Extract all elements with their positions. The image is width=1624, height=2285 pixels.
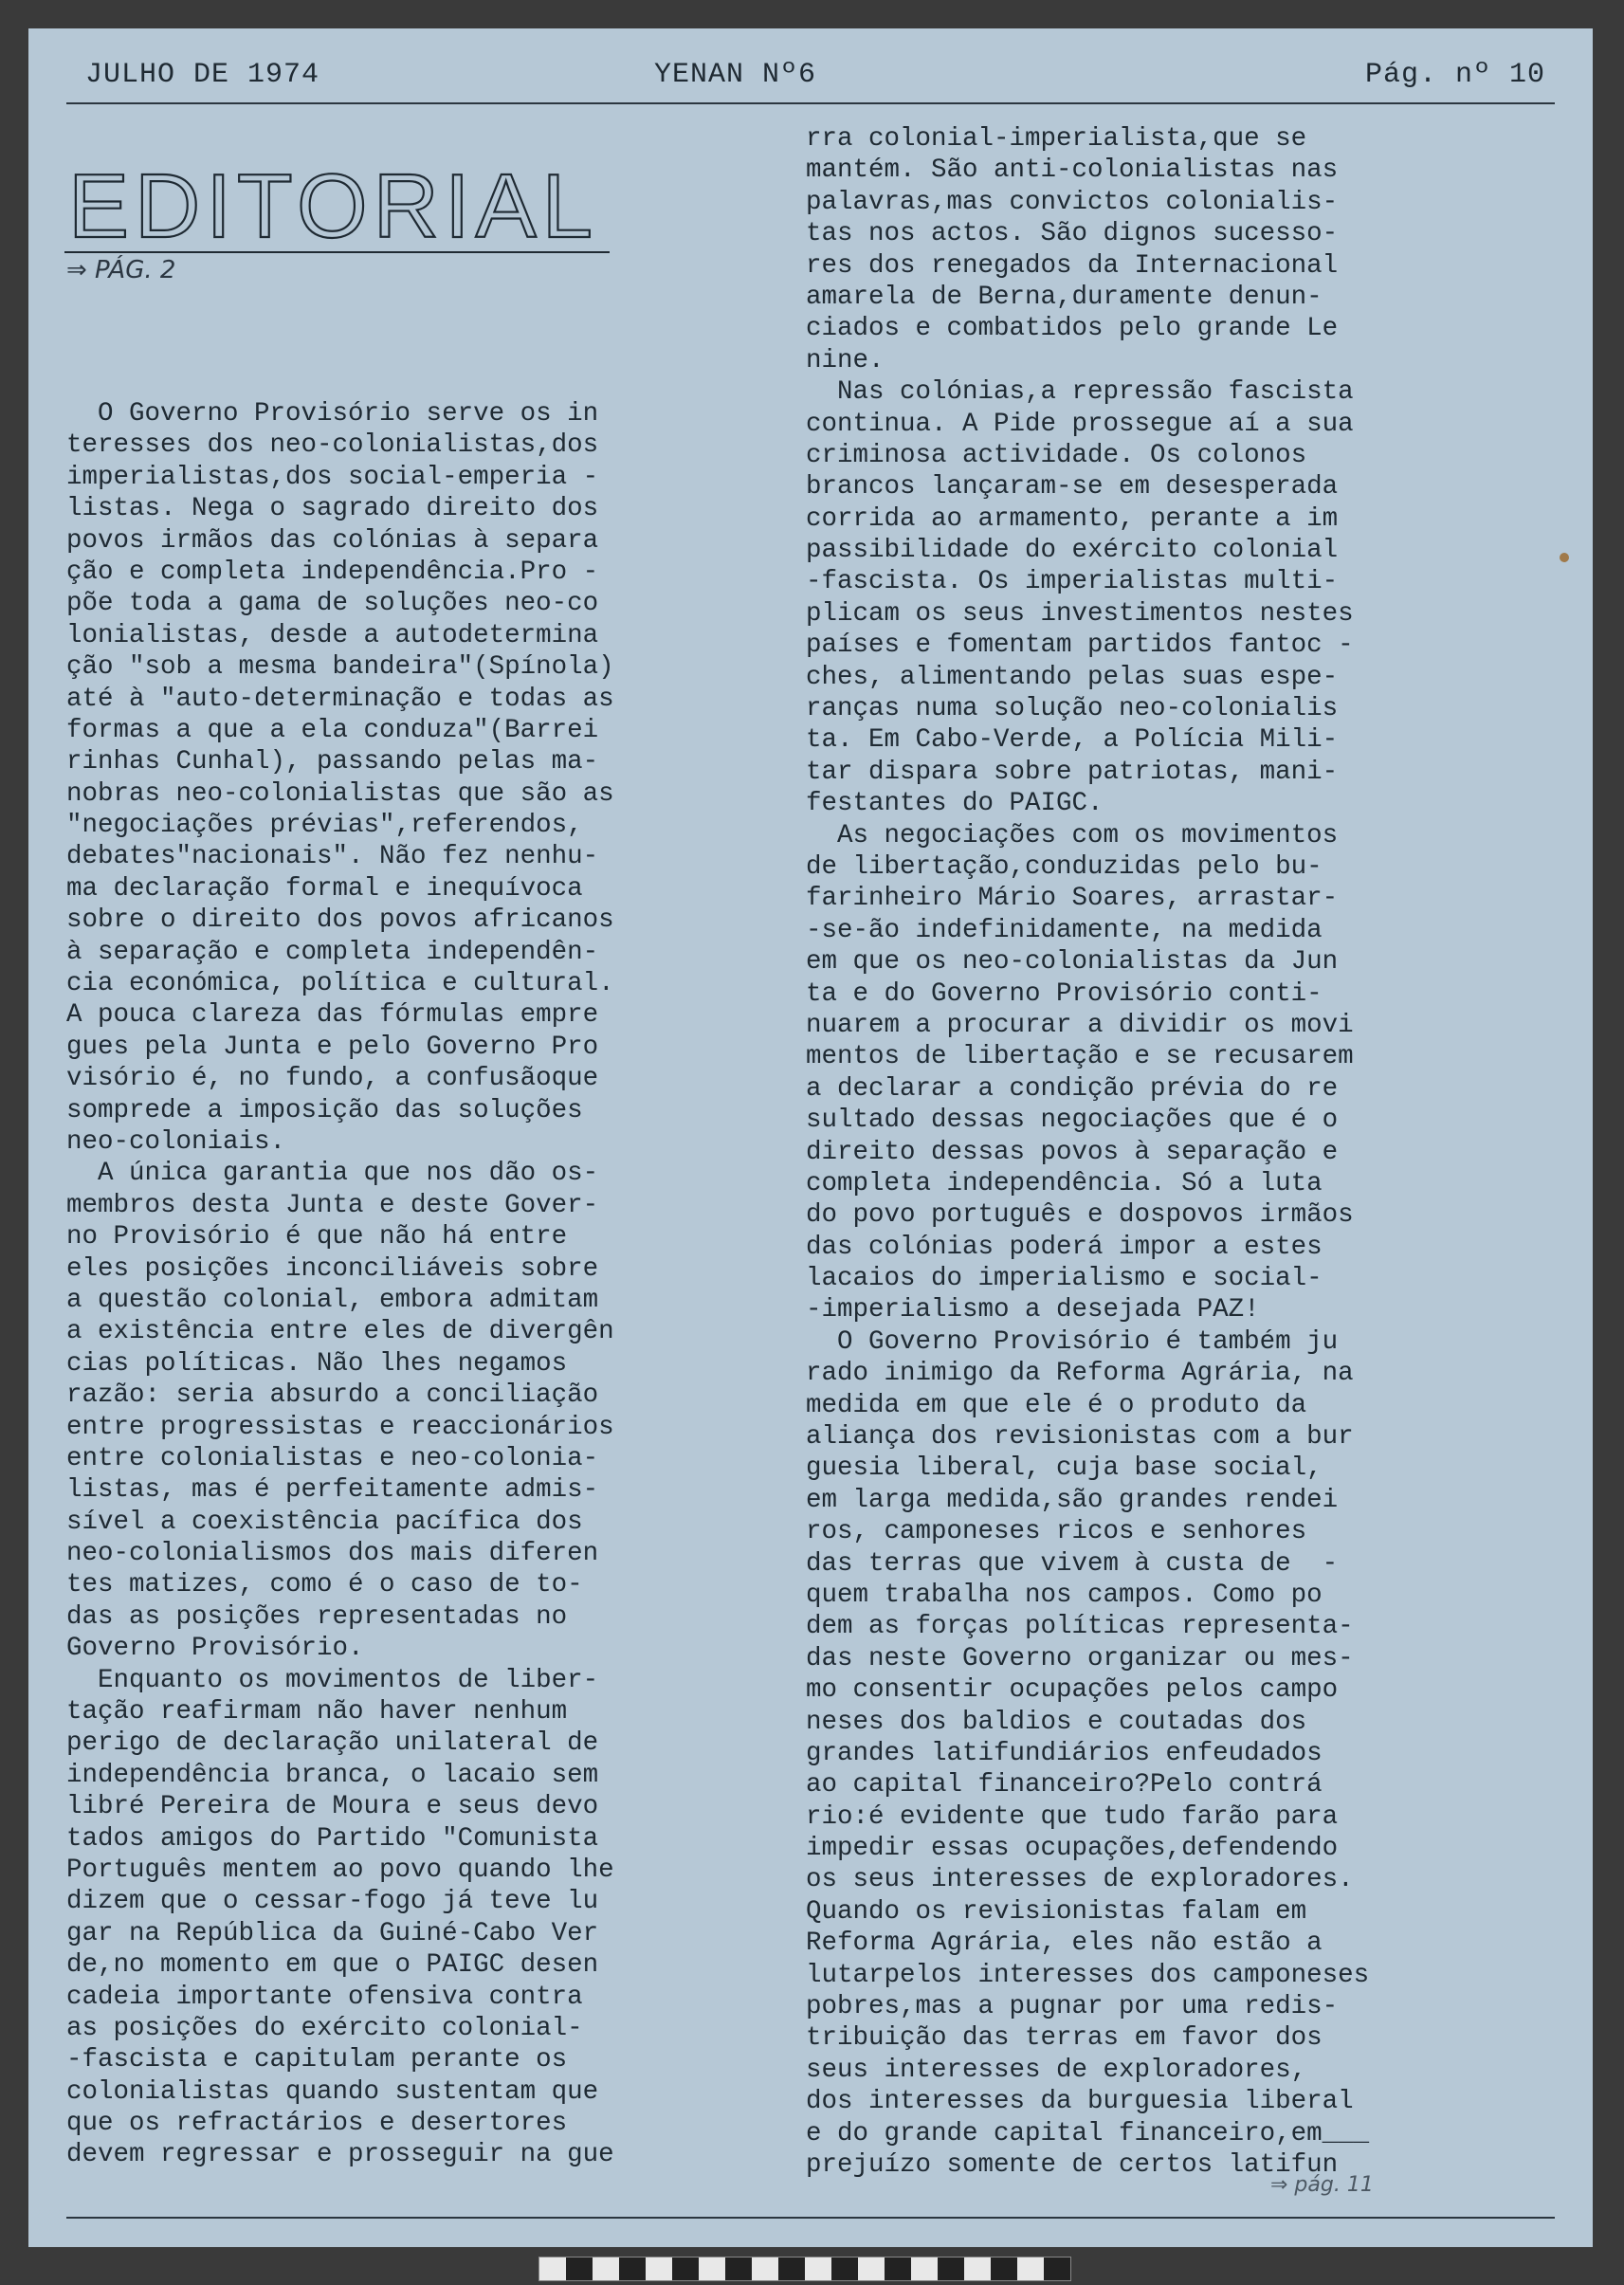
text-line: ção "sob a mesma bandeira"(Spínola) xyxy=(66,652,614,683)
left-column xyxy=(66,398,787,2171)
page-ref-continued: ⇒ pág. 11 xyxy=(1270,2173,1374,2197)
text-line: O Governo Provisório serve os in xyxy=(66,399,599,429)
text-line: à separação e completa independên- xyxy=(66,937,599,967)
text-line: colonialistas quando sustentam que xyxy=(66,2076,599,2107)
text-line: gar na República da Guiné-Cabo Ver xyxy=(66,1918,599,1948)
text-line: impedir essas ocupações,defendendo xyxy=(806,1834,1339,1864)
text-line: ção e completa independência.Pro - xyxy=(66,557,599,587)
text-line: eles posições inconciliáveis sobre xyxy=(66,1253,599,1284)
text-line: A pouca clareza das fórmulas empre xyxy=(66,1000,599,1031)
text-line: Reforma Agrária, eles não estão a xyxy=(806,1929,1323,1959)
text-line: independência branca, o lacaio sem xyxy=(66,1760,599,1790)
header-publication: YENAN Nº6 xyxy=(654,59,817,91)
text-line: sobre o direito dos povos africanos xyxy=(66,905,614,936)
page-ref-start: ⇒ PÁG. 2 xyxy=(66,256,176,284)
text-line: pobres,mas a pugnar por uma redis- xyxy=(806,1992,1339,2022)
text-line: tas nos actos. São dignos sucesso- xyxy=(806,219,1339,249)
text-line: de libertação,conduzidas pelo bu- xyxy=(806,851,1323,882)
text-line: A única garantia que nos dão os- xyxy=(66,1159,599,1189)
text-line: nuarem a procurar a dividir os movi xyxy=(806,1010,1354,1040)
document-page xyxy=(28,28,1593,2247)
text-line: em que os neo-colonialistas da Jun xyxy=(806,947,1339,978)
text-line: visório é, no fundo, a confusãoque xyxy=(66,1064,599,1094)
text-line: ta. Em Cabo-Verde, a Polícia Mili- xyxy=(806,725,1339,756)
text-line: tar dispara sobre patriotas, mani- xyxy=(806,757,1339,787)
text-line: palavras,mas convictos colonialis- xyxy=(806,187,1339,217)
text-line: Português mentem ao povo quando lhe xyxy=(66,1855,614,1885)
footer-rule xyxy=(66,2217,1555,2219)
text-line: grandes latifundiários enfeudados xyxy=(806,1738,1323,1768)
text-line: mentos de libertação e se recusarem xyxy=(806,1042,1354,1072)
text-line: amarela de Berna,duramente denun- xyxy=(806,282,1323,312)
text-line: -fascista. Os imperialistas multi- xyxy=(806,567,1339,597)
text-line: dizem que o cessar-fogo já teve lu xyxy=(66,1887,599,1917)
punch-hole-mark xyxy=(1560,553,1569,562)
header-rule xyxy=(66,102,1555,104)
text-line: povos irmãos das colónias à separa xyxy=(66,525,599,556)
text-line: ches, alimentando pelas suas espe- xyxy=(806,662,1339,692)
text-line: sultado dessas negociações que é o xyxy=(806,1106,1339,1136)
text-line: formas a que a ela conduza"(Barrei xyxy=(66,715,599,745)
text-line: lutarpelos interesses dos camponeses xyxy=(806,1960,1370,1990)
editorial-title-text: EDITORIAL xyxy=(68,155,599,256)
text-line: imperialistas,dos social-emperia - xyxy=(66,462,599,492)
page-header xyxy=(66,59,1555,106)
text-line: Nas colónias,a repressão fascista xyxy=(806,377,1354,408)
text-line: põe toda a gama de soluções neo-co xyxy=(66,589,599,619)
text-line: dem as forças políticas representa- xyxy=(806,1612,1354,1642)
text-line: completa independência. Só a luta xyxy=(806,1168,1323,1198)
text-line: -fascista e capitulam perante os xyxy=(66,2045,568,2075)
text-line: cadeia importante ofensiva contra xyxy=(66,1982,583,2012)
text-line: ros, camponeses ricos e senhores xyxy=(806,1517,1307,1547)
text-line: dos interesses da burguesia liberal xyxy=(806,2087,1354,2117)
header-date: JULHO DE 1974 xyxy=(85,59,320,91)
text-line: seus interesses de exploradores, xyxy=(806,2055,1307,2085)
text-line: tribuição das terras em favor dos xyxy=(806,2023,1323,2054)
text-line: ta e do Governo Provisório conti- xyxy=(806,978,1323,1009)
text-line: neo-coloniais. xyxy=(66,1126,286,1157)
text-line: festantes do PAIGC. xyxy=(806,789,1104,819)
text-line: O Governo Provisório é também ju xyxy=(806,1326,1339,1357)
text-line: razão: seria absurdo a conciliação xyxy=(66,1380,599,1411)
text-line: das colónias poderá impor a estes xyxy=(806,1232,1323,1262)
text-line: continua. A Pide prossegue aí a sua xyxy=(806,409,1354,439)
text-line: passibilidade do exército colonial xyxy=(806,536,1339,566)
text-line: ranças numa solução neo-colonialis xyxy=(806,694,1339,724)
text-line: das as posições representadas no xyxy=(66,1601,568,1632)
text-line: Quando os revisionistas falam em xyxy=(806,1896,1307,1927)
text-line: debates"nacionais". Não fez nenhu- xyxy=(66,842,599,872)
text-line: que os refractários e desertores xyxy=(66,2109,568,2139)
text-line: cias políticas. Não lhes negamos xyxy=(66,1348,568,1379)
text-line: listas. Nega o sagrado direito dos xyxy=(66,494,599,524)
text-line: tação reafirmam não haver nenhum xyxy=(66,1697,568,1727)
text-line: teresses dos neo-colonialistas,dos xyxy=(66,430,599,461)
text-line: mo consentir ocupações pelos campo xyxy=(806,1675,1339,1706)
text-line: a existência entre eles de divergên xyxy=(66,1317,614,1347)
text-line: res dos renegados da Internacional xyxy=(806,250,1339,281)
text-line: do povo português e dospovos irmãos xyxy=(806,1200,1354,1231)
text-line: prejuízo somente de certos latifun xyxy=(806,2150,1339,2180)
text-line: gues pela Junta e pelo Governo Pro xyxy=(66,1032,599,1062)
text-line: entre progressistas e reaccionários xyxy=(66,1412,614,1442)
right-column xyxy=(806,123,1564,2181)
text-line: tes matizes, como é o caso de to- xyxy=(66,1570,583,1600)
text-line: a declarar a condição prévia do re xyxy=(806,1073,1339,1104)
text-line: medida em que ele é o produto da xyxy=(806,1390,1307,1420)
text-line: sível a coexistência pacífica dos xyxy=(66,1507,583,1537)
text-line: rinhas Cunhal), passando pelas ma- xyxy=(66,747,599,777)
text-line: e do grande capital financeiro,em___ xyxy=(806,2118,1370,2148)
text-line: neo-colonialismos dos mais diferen xyxy=(66,1539,599,1569)
text-line: guesia liberal, cuja base social, xyxy=(806,1453,1323,1484)
text-line: a questão colonial, embora admitam xyxy=(66,1285,599,1315)
text-line: das terras que vivem à custa de - xyxy=(806,1548,1339,1579)
text-line: nine. xyxy=(806,345,885,375)
text-line: farinheiro Mário Soares, arrastar- xyxy=(806,884,1339,914)
text-line: rio:é evidente que tudo farão para xyxy=(806,1801,1339,1832)
text-line: devem regressar e prosseguir na gue xyxy=(66,2140,614,2170)
text-line: tados amigos do Partido "Comunista xyxy=(66,1823,599,1854)
text-line: corrida ao armamento, perante a im xyxy=(806,503,1339,534)
text-line: mantém. São anti-colonialistas nas xyxy=(806,155,1339,186)
text-line: "negociações prévias",referendos, xyxy=(66,811,583,841)
text-line: Enquanto os movimentos de liber- xyxy=(66,1665,599,1695)
text-line: brancos lançaram-se em desesperada xyxy=(806,472,1339,503)
text-line: criminosa actividade. Os colonos xyxy=(806,440,1307,470)
text-line: ciados e combatidos pelo grande Le xyxy=(806,314,1339,344)
text-line: de,no momento em que o PAIGC desen xyxy=(66,1950,599,1981)
text-line: rra colonial-imperialista,que se xyxy=(806,124,1307,154)
text-line: -imperialismo a desejada PAZ! xyxy=(806,1295,1260,1325)
text-line: quem trabalha nos campos. Como po xyxy=(806,1580,1323,1610)
text-line: das neste Governo organizar ou mes- xyxy=(806,1643,1354,1673)
text-line: entre colonialistas e neo-colonia- xyxy=(66,1443,599,1473)
text-line: perigo de declaração unilateral de xyxy=(66,1728,599,1759)
text-line: membros desta Junta e deste Gover- xyxy=(66,1190,599,1220)
text-line: aliança dos revisionistas com a bur xyxy=(806,1422,1354,1453)
text-line: países e fomentam partidos fantoc - xyxy=(806,631,1354,661)
text-line: no Provisório é que não há entre xyxy=(66,1222,568,1252)
text-line: os seus interesses de exploradores. xyxy=(806,1865,1354,1895)
text-line: até à "auto-determinação e todas as xyxy=(66,684,614,714)
text-line: -se-ão indefinidamente, na medida xyxy=(806,915,1323,945)
text-line: as posições do exército colonial- xyxy=(66,2013,583,2043)
text-line: neses dos baldios e coutadas dos xyxy=(806,1707,1307,1737)
text-line: ao capital financeiro?Pelo contrá xyxy=(806,1770,1323,1801)
header-page-number: Pág. nº 10 xyxy=(1364,59,1545,91)
editorial-title xyxy=(64,152,614,256)
text-line: Governo Provisório. xyxy=(66,1634,364,1664)
text-line: As negociações com os movimentos xyxy=(806,820,1339,850)
text-line: plicam os seus investimentos nestes xyxy=(806,598,1354,629)
scale-ruler xyxy=(538,2257,1071,2281)
text-line: direito dessas povos à separação e xyxy=(806,1137,1339,1167)
text-line: listas, mas é perfeitamente admis- xyxy=(66,1475,599,1506)
text-line: ma declaração formal e inequívoca xyxy=(66,873,583,904)
text-line: lacaios do imperialismo e social- xyxy=(806,1264,1323,1294)
text-line: em larga medida,são grandes rendei xyxy=(806,1485,1339,1515)
text-line: somprede a imposição das soluções xyxy=(66,1095,583,1125)
text-line: nobras neo-colonialistas que são as xyxy=(66,778,614,809)
text-line: lonialistas, desde a autodetermina xyxy=(66,620,599,650)
text-line: rado inimigo da Reforma Agrária, na xyxy=(806,1359,1354,1389)
text-line: libré Pereira de Moura e seus devo xyxy=(66,1792,599,1822)
text-line: cia económica, política e cultural. xyxy=(66,969,614,999)
